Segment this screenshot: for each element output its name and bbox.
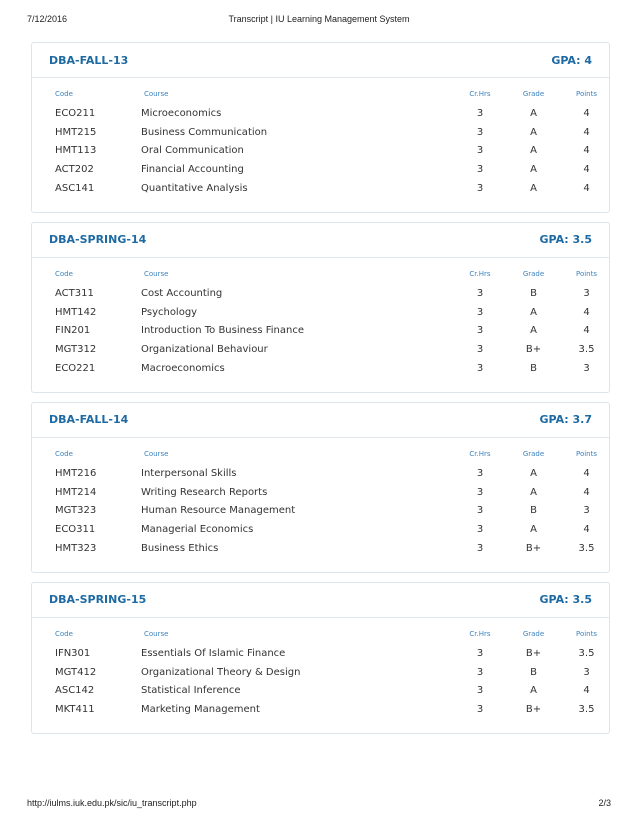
- course-code: MGT412: [55, 666, 97, 678]
- table-row: [49, 502, 612, 521]
- print-footer: [27, 798, 611, 812]
- course-code: HMT216: [55, 467, 97, 479]
- table-row: [49, 359, 612, 378]
- table-row: [49, 142, 612, 161]
- transcript-semesters: [31, 42, 610, 743]
- course-table: [49, 264, 612, 378]
- course-grade: B+: [525, 647, 542, 659]
- column-header-points: Points: [575, 449, 598, 458]
- table-row: [49, 520, 612, 539]
- course-code: HMT214: [55, 486, 97, 498]
- course-points: 4: [583, 183, 590, 195]
- course-cr-hrs: 3: [476, 666, 484, 678]
- table-row: [49, 104, 612, 123]
- table-row: [49, 284, 612, 303]
- course-code: HMT142: [55, 306, 97, 318]
- table-row: [49, 160, 612, 179]
- course-grade: A: [530, 325, 537, 337]
- column-header-cr-hrs: Cr.Hrs: [469, 90, 491, 98]
- course-points: 4: [583, 467, 590, 479]
- column-header-grade: Grade: [522, 449, 545, 458]
- course-cr-hrs: 3: [476, 126, 484, 138]
- course-cr-hrs: 3: [476, 685, 484, 697]
- semester-name: DBA-SPRING-14: [49, 233, 147, 247]
- table-row: [49, 539, 612, 558]
- semester-panel: [31, 402, 610, 573]
- table-row: [49, 483, 612, 502]
- course-points: 4: [583, 164, 590, 176]
- course-points: 3.5: [578, 344, 595, 356]
- course-points: 4: [583, 306, 590, 318]
- course-points: 3.5: [578, 543, 595, 555]
- course-grade: B: [530, 363, 537, 375]
- semester-name: DBA-SPRING-15: [49, 593, 147, 607]
- course-grade: A: [530, 524, 537, 536]
- course-table: [49, 84, 612, 198]
- course-code: HMT113: [55, 145, 97, 157]
- print-date: 7/12/2016: [27, 14, 68, 24]
- course-grade: B: [530, 287, 537, 299]
- semester-header: [32, 583, 609, 618]
- course-title: Interpersonal Skills: [141, 467, 237, 479]
- course-title: Organizational Behaviour: [141, 344, 268, 356]
- course-points: 4: [583, 325, 590, 337]
- course-title: Psychology: [141, 306, 198, 318]
- course-points: 4: [583, 524, 590, 536]
- course-title: Human Resource Management: [141, 505, 296, 517]
- table-header-row: [49, 624, 612, 644]
- semester-gpa: GPA: 3.5: [539, 233, 592, 247]
- course-grade: B: [530, 505, 537, 517]
- course-grade: A: [530, 107, 537, 119]
- table-row: [49, 682, 612, 701]
- course-title: Microeconomics: [141, 107, 222, 119]
- table-row: [49, 700, 612, 719]
- course-code: HMT215: [55, 126, 97, 138]
- column-header-course: Course: [144, 449, 169, 458]
- course-cr-hrs: 3: [476, 107, 484, 119]
- semester-name: DBA-FALL-14: [49, 413, 129, 427]
- column-header-grade: Grade: [522, 90, 545, 98]
- course-cr-hrs: 3: [476, 467, 484, 479]
- table-header-row: [49, 264, 612, 284]
- table-row: [49, 663, 612, 682]
- course-points: 4: [583, 685, 590, 697]
- semester-gpa: GPA: 4: [551, 53, 592, 67]
- course-points: 3.5: [578, 704, 595, 716]
- course-cr-hrs: 3: [476, 344, 484, 356]
- course-points: 3.5: [578, 647, 595, 659]
- course-title: Introduction To Business Finance: [141, 325, 304, 337]
- course-title: Business Ethics: [141, 543, 219, 555]
- course-cr-hrs: 3: [476, 145, 484, 157]
- course-points: 3: [583, 666, 590, 678]
- course-cr-hrs: 3: [476, 306, 484, 318]
- course-grade: A: [530, 183, 537, 195]
- course-grade: B: [530, 666, 537, 678]
- table-row: [49, 340, 612, 359]
- course-points: 3: [583, 505, 590, 517]
- column-header-course: Course: [144, 90, 169, 98]
- course-title: Cost Accounting: [141, 287, 223, 299]
- course-table: [49, 444, 612, 558]
- course-grade: A: [530, 685, 537, 697]
- course-points: 4: [583, 145, 590, 157]
- semester-name: DBA-FALL-13: [49, 53, 129, 67]
- semester-header: [32, 223, 609, 258]
- table-header-row: [49, 444, 612, 464]
- course-code: FIN201: [55, 325, 91, 337]
- course-grade: B+: [525, 344, 542, 356]
- table-row: [49, 464, 612, 483]
- course-code: ACT202: [55, 164, 94, 176]
- column-header-code: Code: [55, 629, 73, 638]
- course-cr-hrs: 3: [476, 524, 484, 536]
- course-title: Oral Communication: [141, 145, 244, 157]
- course-code: IFN301: [55, 647, 91, 659]
- course-grade: A: [530, 467, 537, 479]
- course-code: ASC141: [55, 183, 95, 195]
- semester-panel: [31, 222, 610, 393]
- course-cr-hrs: 3: [476, 287, 484, 299]
- course-points: 4: [583, 486, 590, 498]
- column-header-cr-hrs: Cr.Hrs: [469, 449, 491, 458]
- course-cr-hrs: 3: [476, 164, 484, 176]
- table-header-row: [49, 84, 612, 104]
- course-title: Business Communication: [141, 126, 268, 138]
- table-row: [49, 644, 612, 663]
- column-header-grade: Grade: [522, 269, 545, 278]
- course-points: 3: [583, 287, 590, 299]
- course-code: ASC142: [55, 685, 95, 697]
- course-cr-hrs: 3: [476, 647, 484, 659]
- course-code: ECO311: [55, 524, 96, 536]
- course-cr-hrs: 3: [476, 486, 484, 498]
- course-title: Marketing Management: [141, 704, 260, 716]
- course-title: Statistical Inference: [141, 685, 241, 697]
- course-cr-hrs: 3: [476, 543, 484, 555]
- course-table: [49, 624, 612, 719]
- course-cr-hrs: 3: [476, 505, 484, 517]
- column-header-code: Code: [55, 90, 73, 98]
- semester-header: [32, 403, 609, 438]
- course-code: MKT411: [55, 704, 95, 716]
- course-grade: A: [530, 306, 537, 318]
- course-cr-hrs: 3: [476, 704, 484, 716]
- column-header-cr-hrs: Cr.Hrs: [469, 269, 491, 278]
- course-code: ECO211: [55, 107, 96, 119]
- course-grade: B+: [525, 704, 542, 716]
- semester-gpa: GPA: 3.5: [539, 593, 592, 607]
- course-code: ACT311: [55, 287, 94, 299]
- course-points: 4: [583, 107, 590, 119]
- print-url: http://iulms.iuk.edu.pk/sic/iu_transcript.php: [27, 798, 197, 808]
- column-header-points: Points: [575, 269, 598, 278]
- column-header-code: Code: [55, 449, 73, 458]
- course-title: Macroeconomics: [141, 363, 225, 375]
- course-cr-hrs: 3: [476, 325, 484, 337]
- semester-panel: [31, 582, 610, 734]
- course-title: Writing Research Reports: [141, 486, 268, 498]
- course-code: HMT323: [55, 543, 97, 555]
- column-header-grade: Grade: [522, 629, 545, 638]
- semester-gpa: GPA: 3.7: [539, 413, 592, 427]
- course-points: 3: [583, 363, 590, 375]
- print-header: [27, 14, 611, 28]
- semester-panel: [31, 42, 610, 213]
- course-points: 4: [583, 126, 590, 138]
- column-header-code: Code: [55, 269, 73, 278]
- course-grade: A: [530, 486, 537, 498]
- course-title: Quantitative Analysis: [141, 183, 248, 195]
- semester-header: [32, 43, 609, 78]
- course-grade: B+: [525, 543, 542, 555]
- column-header-course: Course: [144, 269, 169, 278]
- course-grade: A: [530, 164, 537, 176]
- course-code: ECO221: [55, 363, 96, 375]
- table-row: [49, 303, 612, 322]
- course-grade: A: [530, 126, 537, 138]
- column-header-points: Points: [575, 629, 598, 638]
- table-row: [49, 322, 612, 341]
- column-header-cr-hrs: Cr.Hrs: [469, 629, 491, 638]
- course-title: Essentials Of Islamic Finance: [141, 647, 286, 659]
- course-title: Financial Accounting: [141, 164, 244, 176]
- course-code: MGT323: [55, 505, 97, 517]
- print-title: Transcript | IU Learning Management System: [228, 14, 410, 24]
- column-header-points: Points: [575, 90, 598, 98]
- table-row: [49, 179, 612, 198]
- column-header-course: Course: [144, 629, 169, 638]
- page-number: 2/3: [598, 798, 611, 808]
- course-title: Managerial Economics: [141, 524, 254, 536]
- course-cr-hrs: 3: [476, 363, 484, 375]
- course-grade: A: [530, 145, 537, 157]
- course-cr-hrs: 3: [476, 183, 484, 195]
- course-code: MGT312: [55, 344, 97, 356]
- table-row: [49, 123, 612, 142]
- course-title: Organizational Theory & Design: [141, 666, 301, 678]
